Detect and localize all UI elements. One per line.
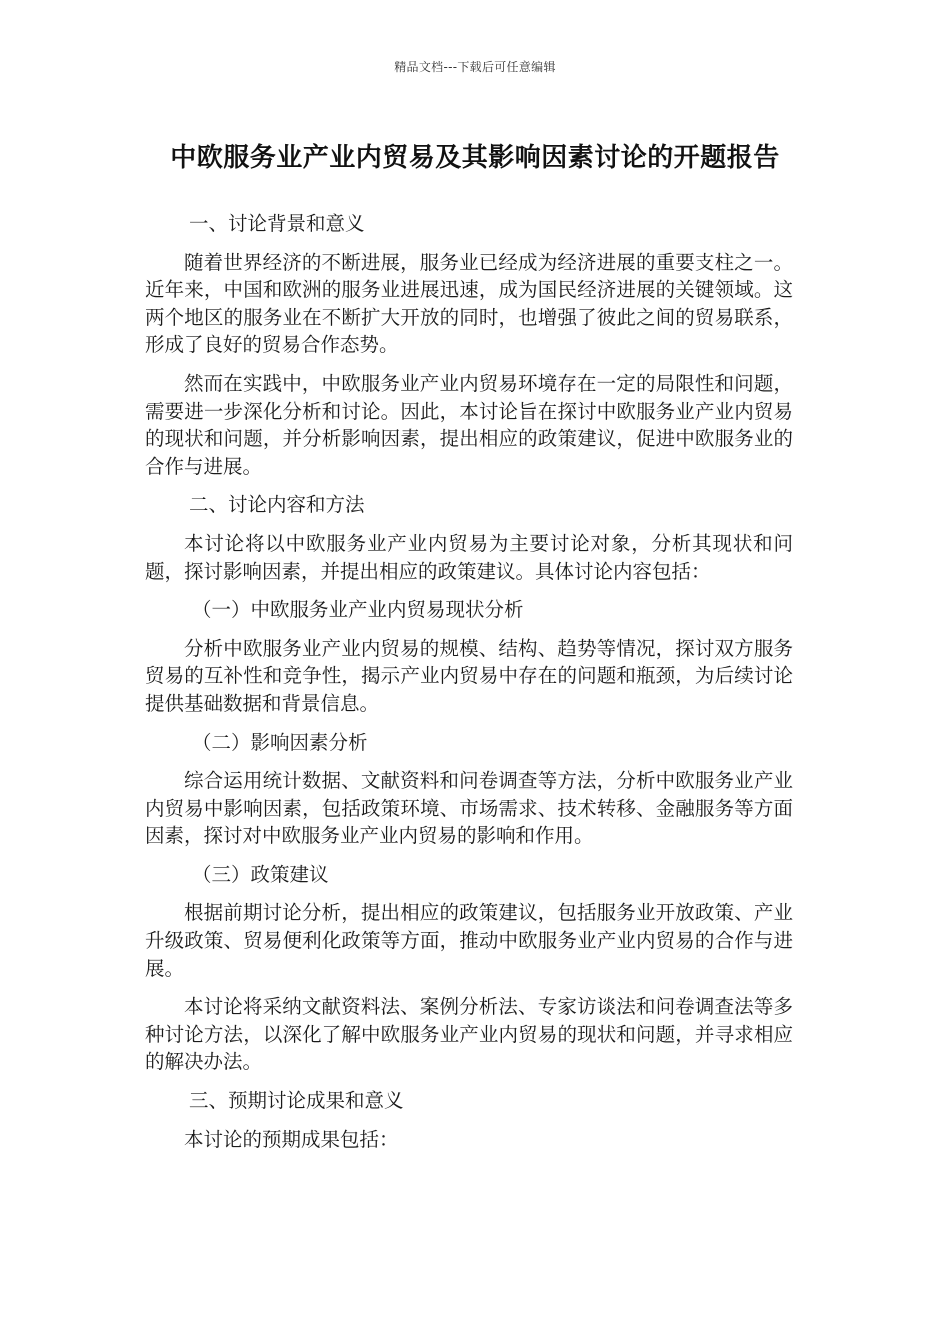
subsection-heading-factor-analysis: （二）影响因素分析 [192, 730, 368, 754]
paragraph-expected-results-intro: 本讨论的预期成果包括： [184, 1127, 399, 1151]
document-title: 中欧服务业产业内贸易及其影响因素讨论的开题报告 [170, 143, 780, 173]
subsection-heading-status-analysis: （一）中欧服务业产业内贸易现状分析 [192, 598, 524, 622]
section-heading-content-methods: 二、讨论内容和方法 [189, 493, 365, 517]
subsection-heading-policy: （三）政策建议 [192, 862, 329, 886]
paragraph-content-intro: 本讨论将以中欧服务业产业内贸易为主要讨论对象，分析其现状和问题，探讨影响因素，并提出相应的政策建议。具体讨论内容包括： [145, 531, 793, 583]
paragraph-background-1: 随着世界经济的不断进展，服务业已经成为经济进展的重要支柱之一。近年来，中国和欧洲的服务业进展迅速，成为国民经济进展的关键领域。这两个地区的服务业在不断扩大开放的同时，也增强了彼此之间的贸易联系，形成了良好的贸易合作态势。 [145, 250, 793, 357]
paragraph-background-2: 然而在实践中，中欧服务业产业内贸易环境存在一定的局限性和问题，需要进一步深化分析和讨论。因此，本讨论旨在探讨中欧服务业产业内贸易的现状和问题，并分析影响因素，提出相应的政策建议，促进中欧服务业的合作与进展。 [145, 371, 793, 478]
section-heading-background: 一、讨论背景和意义 [189, 212, 365, 235]
section-heading-expected-results: 三、预期讨论成果和意义 [189, 1089, 404, 1113]
page-header-note: 精品文档---下载后可任意编辑 [394, 60, 556, 74]
paragraph-methods: 本讨论将采纳文献资料法、案例分析法、专家访谈法和问卷调查法等多种讨论方法，以深化了解中欧服务业产业内贸易的现状和问题，并寻求相应的解决办法。 [145, 995, 793, 1074]
document-body [145, 210, 793, 1164]
paragraph-factor-analysis: 综合运用统计数据、文献资料和问卷调查等方法，分析中欧服务业产业内贸易中影响因素，包括政策环境、市场需求、技术转移、金融服务等方面因素，探讨对中欧服务业产业内贸易的影响和作用。 [145, 769, 793, 848]
paragraph-policy: 根据前期讨论分析，提出相应的政策建议，包括服务业开放政策、产业升级政策、贸易便利化政策等方面，推动中欧服务业产业内贸易的合作与进展。 [145, 901, 793, 980]
paragraph-status-analysis: 分析中欧服务业产业内贸易的规模、结构、趋势等情况，探讨双方服务贸易的互补性和竞争性，揭示产业内贸易中存在的问题和瓶颈，为后续讨论提供基础数据和背景信息。 [145, 636, 793, 715]
